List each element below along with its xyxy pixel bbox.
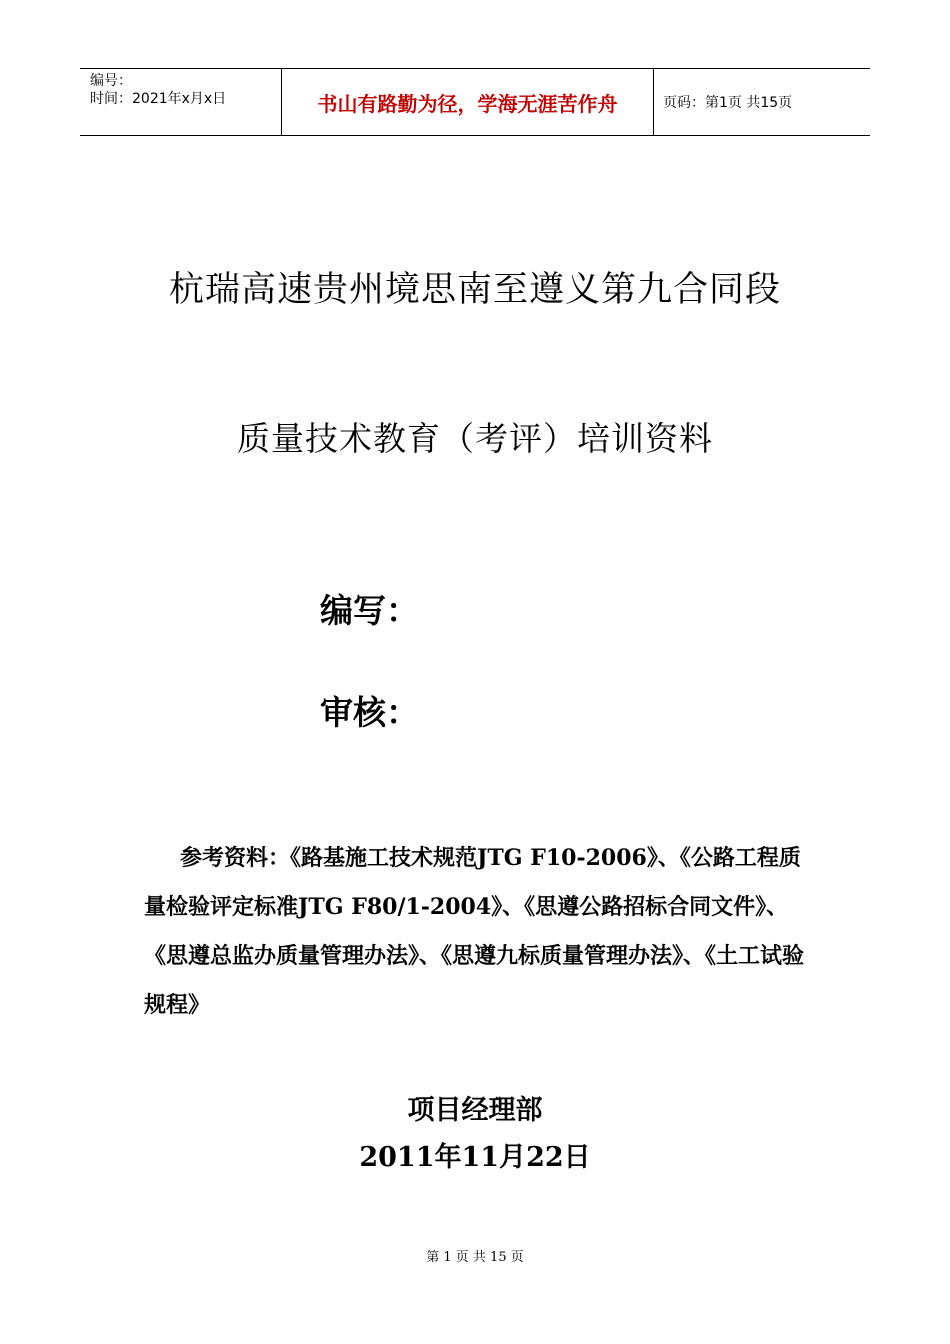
page-header <box>80 68 870 136</box>
header-motto-cell <box>281 69 654 135</box>
references-paragraph: 参考资料：《路基施工技术规范JTG F10-2006》、《公路工程质量检验评定标准JTG F80/1-2004》、《思遵公路招标合同文件》、《思遵总监办质量管理办法》、《思遵九标质量管理办法》、《土工试验规程》 <box>144 845 805 1018</box>
header-meta <box>80 69 281 135</box>
header-page-info: 页码：第1页 共15页 <box>663 95 793 111</box>
page-footer: 第 1 页 共 15 页 <box>426 1250 524 1265</box>
header-motto: 书山有路勤为径，学海无涯苦作舟 <box>317 91 618 116</box>
document-title: 杭瑞高速贵州境思南至遵义第九合同段 <box>168 270 781 310</box>
time-label: 时间：2021年x月x日 <box>90 91 227 107</box>
reviewer-field: 审核： <box>320 693 419 732</box>
document-subtitle: 质量技术教育（考评）培训资料 <box>237 419 713 458</box>
document-date: 2011年11月22日 <box>359 1142 591 1173</box>
author-field: 编写： <box>320 591 419 630</box>
department-name: 项目经理部 <box>407 1095 543 1126</box>
number-label: 编号： <box>90 73 132 89</box>
